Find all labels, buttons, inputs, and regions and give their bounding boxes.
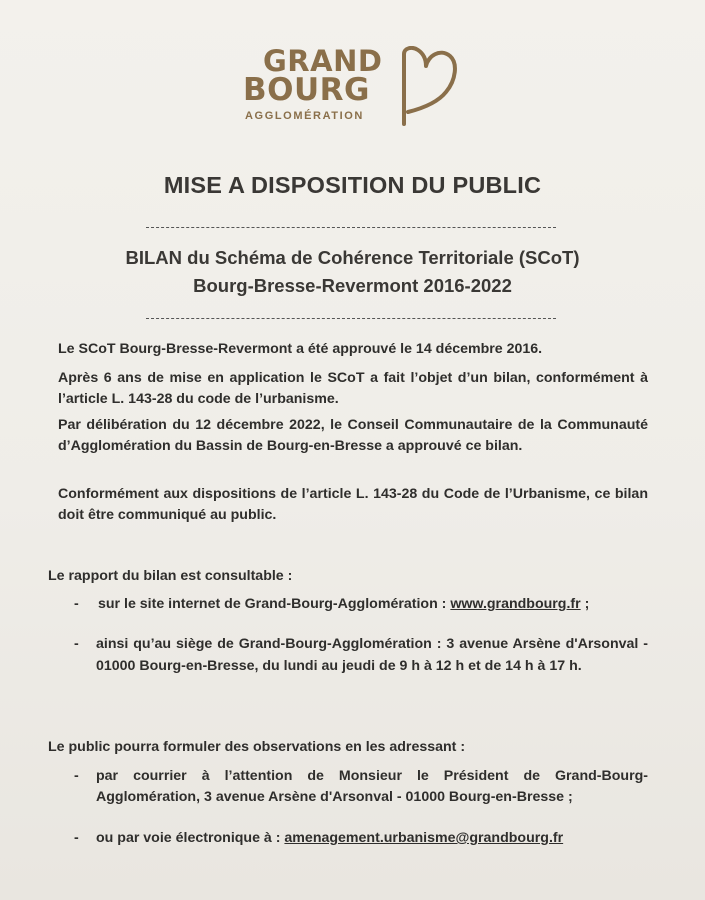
logo-text-agglomeration: AGGLOMÉRATION [245, 110, 364, 122]
observations-heading: Le public pourra formuler des observations en les adressant : [48, 739, 466, 755]
consultation-website-prefix: sur le site internet de Grand-Bourg-Agglomération : [98, 596, 451, 612]
bullet-dash: - [74, 830, 79, 846]
observations-item-courrier: par courrier à l’attention de Monsieur le Président de Grand-Bourg-Agglomération, 3 avenue Arsène d'Arsonval - 01000 Bourg-en-Bresse ; [96, 768, 648, 805]
bullet-dash: - [74, 636, 79, 652]
paragraph-dispositions: Conformément aux dispositions de l’article L. 143-28 du Code de l’Urbanisme, ce bilan doit être communiqué au public. [58, 486, 648, 523]
email-link[interactable]: amenagement.urbanisme@grandbourg.fr [284, 830, 564, 846]
consultation-heading: Le rapport du bilan est consultable : [48, 568, 293, 584]
paragraph-bilan: Après 6 ans de mise en application le SCoT a fait l’objet d’un bilan, conformément à l’article L. 143-28 du code de l’urbanisme. [58, 370, 648, 407]
bullet-dash: - [74, 768, 79, 784]
consultation-item-website [98, 594, 650, 616]
grand-bourg-logo [243, 44, 463, 126]
separator-top [146, 227, 556, 228]
paragraph-deliberation: Par délibération du 12 décembre 2022, le Conseil Communautaire de la Communauté d’Agglomération du Bassin de Bourg-en-Bresse a approuvé ce bilan. [58, 417, 648, 454]
consultation-item-siege: ainsi qu’au siège de Grand-Bourg-Agglomération : 3 avenue Arsène d'Arsonval - 01000 Bourg-en-Bresse, du lundi au jeudi de 9 h à 12 h et de 14 h à 17 h. [96, 636, 648, 674]
separator-bottom [146, 318, 556, 319]
consultation-website-suffix: ; [580, 596, 590, 612]
observations-email-prefix: ou par voie électronique à : [96, 830, 285, 846]
page-title: MISE A DISPOSITION DU PUBLIC [163, 172, 542, 198]
subtitle-line-1: BILAN du Schéma de Cohérence Territoriale (SCoT) [125, 247, 580, 268]
website-link[interactable]: www.grandbourg.fr [450, 596, 581, 612]
observations-item-email [96, 828, 648, 850]
paragraph-approval: Le SCoT Bourg-Bresse-Revermont a été approuvé le 14 décembre 2016. [58, 341, 543, 357]
logo-text-grand: GRAND [263, 44, 383, 78]
subtitle-line-2: Bourg-Bresse-Revermont 2016-2022 [193, 275, 512, 296]
logo-text-bourg: BOURG [243, 72, 370, 108]
bullet-dash: - [74, 596, 79, 612]
heart-b-icon [394, 46, 460, 126]
